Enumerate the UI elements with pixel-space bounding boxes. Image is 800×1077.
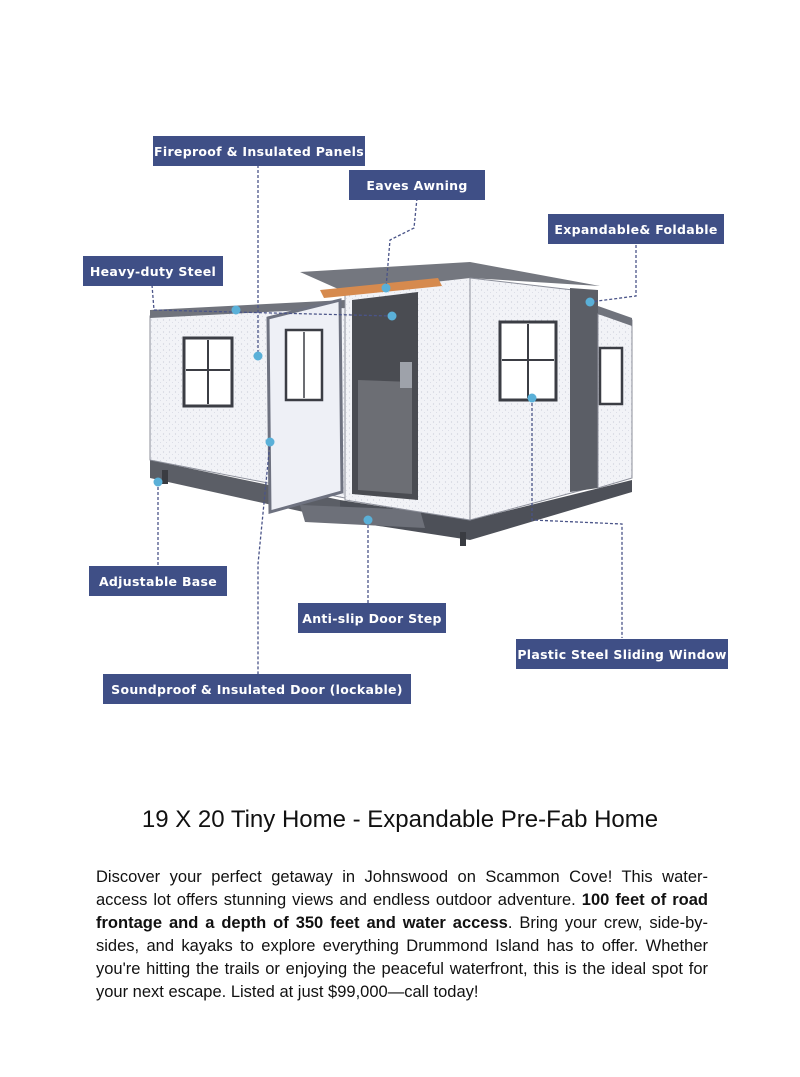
description-highlight: 100 feet of road frontage and a depth of 350 feet and water access: [96, 891, 708, 932]
description-text: Discover your perfect getaway in Johnswood on Scammon Cove! This water-access lot offers stunning views and endless outdoor adventure.: [96, 868, 708, 909]
description-text-end: . Bring your crew, side-by-sides, and kayaks to explore everything Drummond Island has to offer. Whether you're hitting the trails or enjoying the peaceful waterfront, this is the ideal spot for your next escape. Listed at just $99,000—call today!: [96, 914, 709, 1001]
callout-expandable-foldable: Expandable& Foldable: [548, 214, 724, 244]
callout-heavy-duty-steel: Heavy-duty Steel: [83, 256, 223, 286]
callout-eaves-awning: Eaves Awning: [349, 170, 485, 200]
listing-title: 19 X 20 Tiny Home - Expandable Pre-Fab Home: [141, 806, 659, 833]
callout-fireproof-panels: Fireproof & Insulated Panels: [153, 136, 365, 166]
listing-description: [96, 866, 708, 1004]
steel-column: [570, 288, 598, 492]
callout-sliding-window: Plastic Steel Sliding Window: [516, 639, 728, 669]
callout-soundproof-door: Soundproof & Insulated Door (lockable): [103, 674, 411, 704]
right-module: [470, 278, 632, 520]
open-door: [268, 300, 342, 512]
callout-anti-slip-door-step: Anti-slip Door Step: [298, 603, 446, 633]
callout-adjustable-base: Adjustable Base: [89, 566, 227, 596]
